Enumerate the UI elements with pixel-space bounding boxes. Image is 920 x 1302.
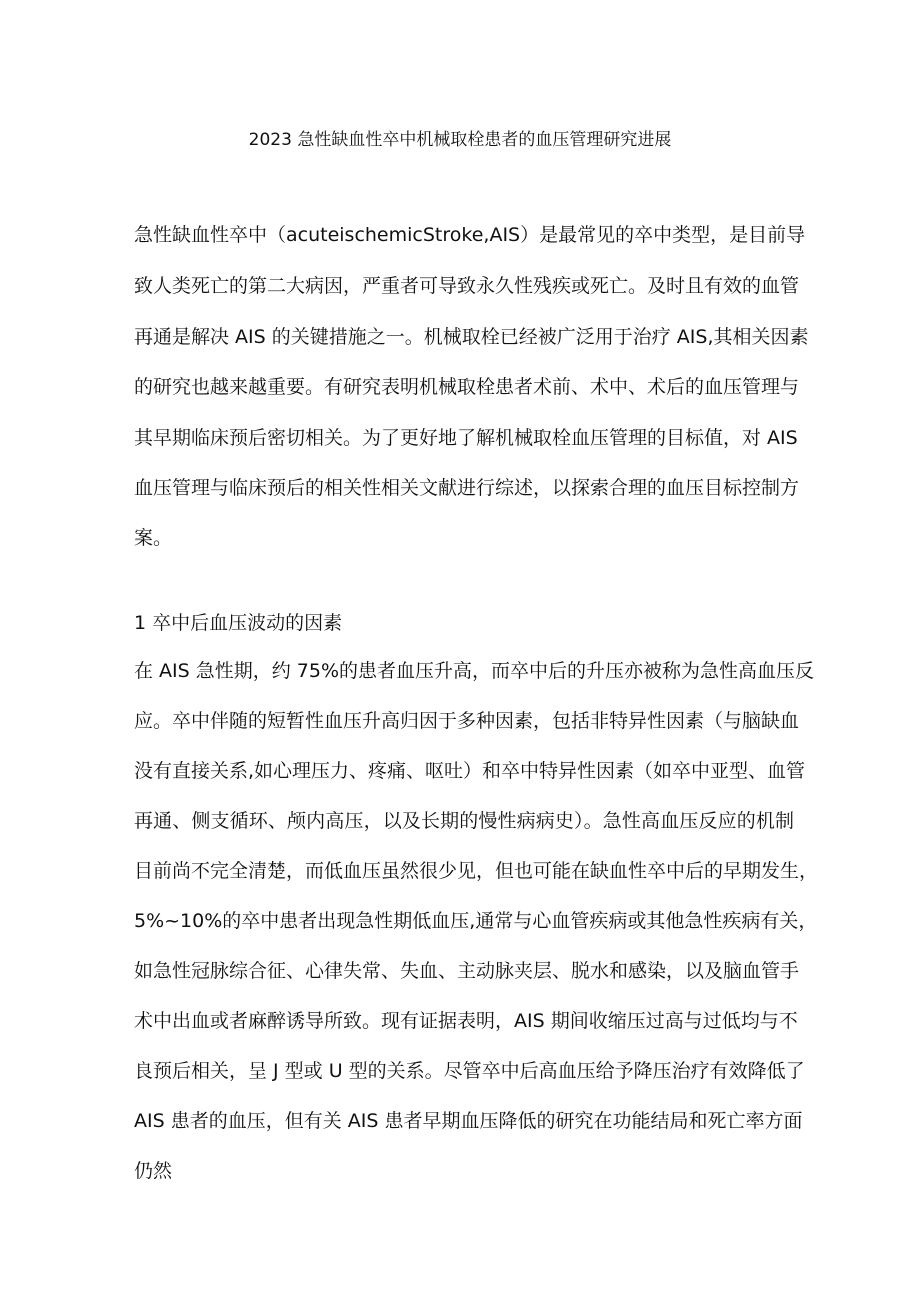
- intro-line: 的研究也越来越重要。有研究表明机械取栓患者术前、术中、术后的血压管理与: [134, 376, 800, 398]
- intro-line: 急性缺血性卒中（acuteischemicStroke,AIS）是最常见的卒中类型，是目前导: [134, 224, 806, 246]
- section-line: 仍然: [134, 1160, 173, 1182]
- intro-line: 致人类死亡的第二大病因，严重者可导致永久性残疾或死亡。及时且有效的血管: [134, 275, 800, 297]
- section-line: 没有直接关系,如心理压力、疼痛、呕吐）和卒中特异性因素（如卒中亚型、血管: [134, 760, 806, 782]
- section-line: 5%~10%的卒中患者出现急性期低血压,通常与心血管疾病或其他急性疾病有关，: [134, 910, 818, 932]
- section-line: 应。卒中伴随的短暂性血压升高归因于多种因素，包括非特异性因素（与脑缺血: [134, 710, 800, 732]
- intro-line: 血压管理与临床预后的相关性相关文献进行综述，以探索合理的血压目标控制方: [134, 477, 800, 499]
- intro-line: 案。: [134, 527, 173, 549]
- section-line: 再通、侧支循环、颅内高压，以及长期的慢性病病史）。急性高血压反应的机制: [134, 810, 794, 832]
- section-heading: 1 卒中后血压波动的因素: [134, 612, 343, 634]
- section-line: 良预后相关，呈 J 型或 U 型的关系。尽管卒中后高血压给予降压治疗有效降低了: [134, 1060, 805, 1082]
- intro-line: 再通是解决 AIS 的关键措施之一。机械取栓已经被广泛用于治疗 AIS,其相关因素: [134, 326, 809, 348]
- section-line: 目前尚不完全清楚，而低血压虽然很少见，但也可能在缺血性卒中后的早期发生，: [134, 860, 819, 882]
- section-line: 在 AIS 急性期，约 75%的患者血压升高，而卒中后的升压亦被称为急性高血压反: [134, 660, 815, 682]
- section-line: 如急性冠脉综合征、心律失常、失血、主动脉夹层、脱水和感染，以及脑血管手: [134, 960, 800, 982]
- section-line: AIS 患者的血压，但有关 AIS 患者早期血压降低的研究在功能结局和死亡率方面: [134, 1110, 803, 1132]
- intro-line: 其早期临床预后密切相关。为了更好地了解机械取栓血压管理的目标值，对 AIS: [134, 427, 798, 449]
- document-title: 2023 急性缺血性卒中机械取栓患者的血压管理研究进展: [248, 130, 672, 150]
- section-line: 术中出血或者麻醉诱导所致。现有证据表明，AIS 期间收缩压过高与过低均与不: [134, 1010, 798, 1032]
